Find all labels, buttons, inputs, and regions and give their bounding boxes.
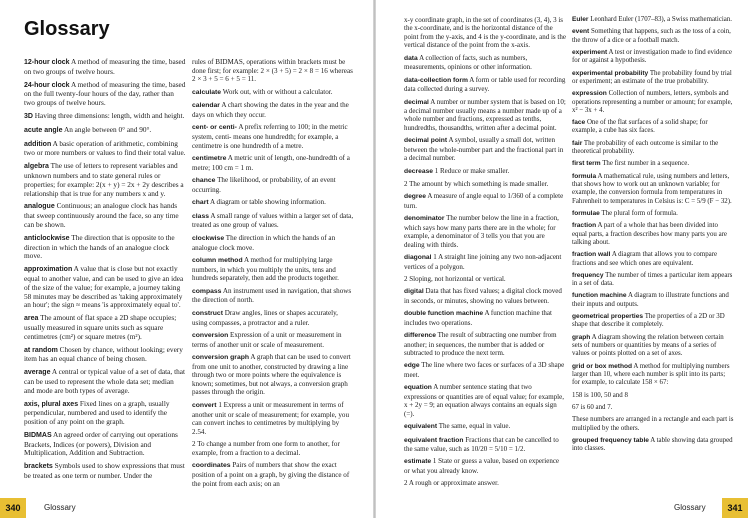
- glossary-definition: A chart showing the dates in the year and the days on which they occur.: [192, 101, 349, 119]
- glossary-definition: A table showing data grouped into classes.: [572, 436, 733, 453]
- glossary-term: fraction: [572, 222, 597, 230]
- right-footer-label: Glossary: [674, 503, 706, 512]
- glossary-entry: [192, 309, 354, 327]
- glossary-term: clockwise: [192, 235, 225, 242]
- glossary-term: Euler: [572, 16, 589, 23]
- glossary-column-3: [404, 16, 566, 492]
- glossary-term: centimetre: [192, 155, 227, 163]
- glossary-entry: [404, 436, 566, 454]
- glossary-definition: The same, equal in value.: [438, 422, 511, 431]
- glossary-definition: Leonhard Euler (1707–83), a Swiss mathematician.: [590, 16, 733, 23]
- glossary-definition: The direction that is opposite to the direction in which the hands of an analogue clock move.: [24, 232, 175, 261]
- glossary-entry: [24, 314, 186, 341]
- glossary-definition: An angle between 0° and 90°.: [63, 124, 152, 134]
- glossary-entry: [404, 253, 566, 271]
- glossary-definition: Collection of numbers, letters, symbols and operations representing a number or amount; for example, x² − 3x + 4.: [572, 90, 733, 114]
- glossary-definition: The amount of flat space a 2D shape occupies; usually measured in square units such as square centimetres (cm²) or square metres (m²).: [24, 313, 177, 341]
- glossary-entry: [192, 440, 354, 457]
- glossary-term: acute angle: [24, 126, 63, 134]
- glossary-term: average: [24, 369, 51, 377]
- glossary-definition: An agreed order of carrying out operations Brackets, Indices (or powers), Division and Multiplication, Addition and Subtraction.: [24, 429, 178, 458]
- glossary-definition: A form or table used for recording data collected during a survey.: [404, 75, 566, 94]
- page-title: Glossary: [24, 18, 110, 40]
- glossary-definition: A basic operation of arithmetic, combining two or more numbers or values to find their total value.: [24, 138, 186, 158]
- glossary-term: grid or box method: [572, 362, 633, 370]
- glossary-definition: 1 Reduce or make smaller.: [434, 166, 510, 175]
- glossary-definition: The use of letters to represent variables and unknown numbers and to state general rules or properties; for example: 2(x + y) = 2x + 2y describes a relationship that is true for any numbers x and y.: [24, 161, 184, 198]
- glossary-definition: 1 Express a unit or measurement in terms of another unit or scale of measurement; for example, you can convert inches to centimetres by multiplying by 2.54.: [192, 401, 349, 436]
- glossary-column-1: [24, 58, 186, 485]
- glossary-entry: [404, 16, 566, 50]
- glossary-term: analogue: [24, 203, 55, 211]
- glossary-term: data-collection form: [404, 76, 468, 84]
- glossary-entry: [404, 287, 566, 305]
- glossary-definition: A graph that can be used to convert from one unit to another, constructed by drawing a line through two or more points where the equivalence is known; sometimes, but not always, a conversion graph passes through the origin.: [192, 353, 351, 397]
- glossary-definition: The number of times a particular item appears in a set of data.: [572, 271, 733, 288]
- glossary-term: construct: [192, 309, 223, 317]
- glossary-entry: [572, 90, 734, 115]
- glossary-definition: Work out, with or without a calculator.: [222, 87, 333, 96]
- glossary-definition: Fixed lines on a graph, usually perpendicular, numbered and used to identify the position of any point on the graph.: [24, 398, 170, 427]
- glossary-entry: [572, 404, 734, 412]
- glossary-entry: [404, 309, 566, 327]
- glossary-definition: Pairs of numbers that show the exact position of a point on a graph, by giving the distance of the point from each axis; on an: [192, 461, 350, 488]
- glossary-definition: The likelihood, or probability, of an event occurring.: [192, 176, 336, 194]
- glossary-definition: 1 A straight line joining any two non-adjacent vertices of a polygon.: [404, 253, 562, 271]
- glossary-entry: [192, 401, 354, 436]
- glossary-definition: A method for multiplying large numbers, in which you multiply the units, tens and hundreds separately, then add the products together.: [192, 256, 339, 283]
- glossary-entry: [572, 392, 734, 400]
- glossary-entry: [572, 140, 734, 157]
- glossary-definition: An instrument used in navigation, that shows the direction of north.: [192, 286, 352, 305]
- glossary-entry: [572, 119, 734, 136]
- glossary-definition: Something that happens, such as the toss of a coin, the throw of a dice or a football match.: [572, 28, 731, 44]
- glossary-term: fair: [572, 139, 583, 147]
- glossary-definition: A number or number system that is based on 10; a decimal number usually means a number made up of a whole number and fractions, expressed as tenths, hundredths, thousandths, written after a decimal point.: [404, 97, 566, 132]
- glossary-term: calendar: [192, 102, 220, 110]
- glossary-entry: [24, 140, 186, 159]
- glossary-definition: Symbols used to show expressions that must be treated as one term or number. Under the: [24, 461, 185, 481]
- glossary-entry: [24, 58, 186, 77]
- glossary-entry: [572, 16, 734, 24]
- glossary-term: coordinates: [192, 462, 231, 470]
- glossary-definition: Chosen by chance, without looking; every item has an equal chance of being chosen.: [24, 344, 183, 364]
- glossary-term: addition: [24, 140, 52, 148]
- glossary-term: difference: [404, 332, 436, 340]
- glossary-entry: [572, 210, 734, 218]
- glossary-entry: [24, 431, 186, 458]
- glossary-entry: [572, 437, 734, 454]
- glossary-definition: A part of a whole that has been divided into equal parts, a fraction describes how many parts you are talking about.: [572, 222, 727, 246]
- glossary-entry: [572, 70, 734, 87]
- glossary-term: event: [572, 28, 590, 36]
- glossary-definition: A function machine that includes two operations.: [404, 309, 552, 327]
- glossary-definition: Continuous; an analogue clock has hands that sweep continuously around the face, so any time can be shown.: [24, 201, 179, 229]
- glossary-entry: [24, 346, 186, 365]
- glossary-entry: [404, 98, 566, 133]
- glossary-term: graph: [572, 333, 591, 341]
- glossary-term: face: [572, 119, 586, 127]
- glossary-entry: [572, 334, 734, 359]
- glossary-term: BIDMAS: [24, 431, 52, 439]
- right-page-number: 341: [722, 498, 748, 518]
- glossary-entry: [192, 176, 354, 194]
- glossary-definition: The number below the line in a fraction, which says how many parts there are in the whole; for example, a denominator of 3 tells you that you are dealing with thirds.: [404, 214, 559, 249]
- glossary-entry: [192, 58, 354, 84]
- glossary-entry: [404, 136, 566, 162]
- glossary-term: degree: [404, 193, 426, 201]
- glossary-term: estimate: [404, 458, 432, 466]
- glossary-entry: [404, 422, 566, 431]
- glossary-column-4: [572, 16, 734, 457]
- glossary-definition: A method of measuring the time, based on the full twenty-four hours of the day, rather than two groups of twelve hours.: [24, 79, 186, 108]
- glossary-definition: Draw angles, lines or shapes accurately, using compasses, a protractor and a ruler.: [192, 308, 338, 327]
- glossary-definition: 1 State or guess a value, based on experience or what you already know.: [404, 457, 560, 475]
- glossary-term: at random: [24, 346, 58, 354]
- glossary-term: cent- or centi-: [192, 124, 237, 132]
- glossary-entry: [572, 313, 734, 330]
- glossary-definition: A diagram or table showing information.: [210, 198, 326, 207]
- glossary-entry: [24, 81, 186, 108]
- glossary-entry: [192, 287, 354, 305]
- glossary-entry: [192, 234, 354, 252]
- glossary-term: equivalent fraction: [404, 436, 464, 444]
- glossary-definition: A small range of values within a larger set of data, treated as one group of values.: [192, 211, 354, 230]
- glossary-term: first term: [572, 160, 601, 168]
- glossary-entry: [192, 198, 354, 208]
- glossary-entry: [24, 368, 186, 395]
- glossary-term: axis, plural axes: [24, 400, 79, 408]
- glossary-definition: Having three dimensions: length, width and height.: [34, 110, 185, 120]
- glossary-term: conversion graph: [192, 354, 250, 362]
- glossary-definition: A value that is close but not exactly equal to another value, and can be used to give an idea of the size of the value; for example, a journey taking 58 minutes may be described as 'taking approximately an hour'; the sign ≈ means 'is approximately equal to'.: [24, 264, 184, 310]
- glossary-term: experiment: [572, 48, 608, 56]
- glossary-term: geometrical properties: [572, 313, 644, 321]
- glossary-entry: [572, 28, 734, 45]
- glossary-entry: [192, 461, 354, 488]
- glossary-entry: [192, 353, 354, 397]
- glossary-definition: A diagram showing the relation between certain sets of numbers or quantities by means of a series of values or points plotted on a set of axes.: [572, 333, 724, 358]
- glossary-entry: [572, 251, 734, 268]
- glossary-entry: [24, 265, 186, 310]
- glossary-term: class: [192, 212, 210, 220]
- glossary-definition: A test or investigation made to find evidence for or against a hypothesis.: [572, 48, 732, 65]
- glossary-term: conversion: [192, 332, 229, 340]
- glossary-term: experimental probability: [572, 69, 649, 77]
- glossary-term: approximation: [24, 266, 73, 274]
- glossary-definition: A symbol, usually a small dot, written between the whole-number part and the fractional part in a decimal number.: [404, 136, 564, 163]
- glossary-term: function machine: [572, 292, 627, 300]
- glossary-entry: [24, 234, 186, 261]
- glossary-entry: [24, 462, 186, 481]
- glossary-definition: The probability found by trial or experiment; an estimate of the true probability.: [572, 69, 732, 85]
- glossary-definition: Data that has fixed values; a digital clock moved in seconds, or minutes, showing no values between.: [404, 287, 562, 305]
- glossary-entry: [24, 400, 186, 427]
- glossary-term: compass: [192, 287, 222, 295]
- glossary-term: diagonal: [404, 254, 432, 262]
- glossary-entry: [404, 331, 566, 357]
- glossary-entry: [572, 222, 734, 247]
- glossary-definition: The first number in a sequence.: [602, 160, 690, 168]
- glossary-definition: 67 is 60 and 7.: [572, 403, 613, 411]
- glossary-column-2: [192, 58, 354, 492]
- glossary-entry: [572, 173, 734, 206]
- glossary-term: chart: [192, 199, 209, 207]
- glossary-term: decimal point: [404, 137, 448, 145]
- glossary-entry: [572, 416, 734, 433]
- glossary-entry: [24, 162, 186, 198]
- glossary-entry: [404, 383, 566, 418]
- glossary-entry: [192, 212, 354, 230]
- glossary-term: edge: [404, 362, 420, 370]
- glossary-definition: A collection of facts, such as numbers, measurements, opinions or other information.: [404, 53, 532, 72]
- glossary-term: area: [24, 315, 39, 323]
- glossary-entry: [192, 256, 354, 283]
- glossary-definition: One of the flat surfaces of a solid shape; for example, a cube has six faces.: [572, 119, 708, 135]
- glossary-entry: [572, 292, 734, 309]
- glossary-term: column method: [192, 257, 243, 265]
- glossary-term: equation: [404, 384, 432, 392]
- glossary-entry: [192, 123, 354, 150]
- glossary-term: denominator: [404, 215, 445, 223]
- glossary-entry: [404, 180, 566, 188]
- glossary-definition: The properties of a 2D or 3D shape that describe it completely.: [572, 313, 725, 329]
- glossary-definition: A prefix referring to 100; in the metric system, centi- means one hundredth; for example, a centimetre is one hundredth of a metre.: [192, 123, 348, 150]
- glossary-term: chance: [192, 177, 216, 185]
- glossary-term: digital: [404, 288, 424, 296]
- glossary-term: algebra: [24, 163, 49, 171]
- right-footer: [376, 498, 750, 518]
- glossary-definition: 2 A rough or approximate answer.: [404, 479, 499, 488]
- glossary-entry: [572, 363, 734, 388]
- glossary-term: grouped frequency table: [572, 436, 649, 444]
- glossary-definition: A method for multiplying numbers larger than 10, where each number is split into its parts; for example, to calculate 158 × 67:: [572, 362, 730, 387]
- glossary-term: 12-hour clock: [24, 59, 70, 66]
- glossary-entry: [192, 101, 354, 119]
- glossary-entry: [404, 76, 566, 94]
- glossary-definition: 2 To change a number from one form to another, for example, from a fraction to a decimal.: [192, 440, 340, 457]
- glossary-definition: The direction in which the hands of an analogue clock move.: [192, 234, 336, 252]
- glossary-term: decrease: [404, 167, 434, 175]
- glossary-term: brackets: [24, 463, 53, 471]
- glossary-term: expression: [572, 90, 607, 98]
- glossary-entry: [404, 275, 566, 283]
- glossary-entry: [192, 154, 354, 172]
- glossary-definition: The plural form of formula.: [601, 209, 678, 217]
- glossary-entry: [404, 361, 566, 379]
- glossary-definition: A measure of angle equal to 1/360 of a complete turn.: [404, 192, 564, 210]
- glossary-definition: A method of measuring the time, based on two groups of twelve hours.: [24, 57, 186, 76]
- glossary-term: formula: [572, 172, 597, 180]
- glossary-definition: A metric unit of length, one-hundredth of a metre; 100 cm = 1 m.: [192, 154, 350, 172]
- glossary-entry: [192, 331, 354, 349]
- glossary-entry: [572, 160, 734, 168]
- left-footer-label: Glossary: [44, 503, 76, 512]
- glossary-definition: These numbers are arranged in a rectangle and each part is multiplied by the others.: [572, 416, 734, 432]
- glossary-entry: [24, 112, 186, 122]
- left-footer: [0, 498, 374, 518]
- glossary-term: fraction wall: [572, 251, 611, 259]
- glossary-term: data: [404, 54, 418, 62]
- glossary-entry: [404, 214, 566, 249]
- glossary-term: calculate: [192, 88, 222, 96]
- glossary-entry: [404, 54, 566, 72]
- glossary-entry: [24, 202, 186, 229]
- glossary-term: double function machine: [404, 310, 484, 318]
- glossary-entry: [192, 88, 354, 98]
- glossary-term: convert: [192, 402, 217, 409]
- left-page: [0, 0, 374, 518]
- glossary-definition: Fractions that can be cancelled to the same value, such as 10/20 = 5/10 = 1/2.: [404, 435, 559, 453]
- glossary-term: anticlockwise: [24, 234, 70, 242]
- glossary-definition: The probability of each outcome is similar to the theoretical probability.: [572, 139, 719, 156]
- glossary-definition: A number sentence stating that two expressions or quantities are of equal value; for example, x + 2y = 9; an equation always contains an equals sign (=).: [404, 383, 564, 418]
- glossary-term: decimal: [404, 98, 429, 106]
- glossary-term: 24-hour clock: [24, 81, 70, 89]
- glossary-definition: A diagram to illustrate functions and their inputs and outputs.: [572, 292, 729, 308]
- glossary-definition: x-y coordinate graph, in the set of coordinates (3, 4), 3 is the x-coordinate, and is the horizontal distance of the point from the y-axis, and 4 is the y-coordinate, and is the vertical distance of the point from the x-axis.: [404, 16, 566, 50]
- glossary-term: frequency: [572, 271, 604, 279]
- glossary-definition: The line where two faces or surfaces of a 3D shape meet.: [404, 361, 565, 379]
- glossary-term: formulae: [572, 209, 600, 217]
- glossary-definition: 2 The amount by which something is made smaller.: [404, 180, 549, 188]
- glossary-entry: [404, 167, 566, 176]
- glossary-definition: A mathematical rule, using numbers and letters, that shows how to work out an unknown variable; for example, the conversion formula from temperatures in Fahrenheit to temperatures in Celsius is: C = 5/9 (F − 32).: [572, 172, 732, 205]
- glossary-definition: Expression of a unit or measurement in terms of another unit or scale of measurement.: [192, 331, 342, 349]
- glossary-entry: [24, 126, 186, 136]
- glossary-entry: [404, 479, 566, 487]
- glossary-definition: The result of subtracting one number from another; in sequences, the number that is added or subtracted to produce the next term.: [404, 331, 557, 357]
- glossary-definition: 2 Sloping, not horizontal or vertical.: [404, 274, 506, 283]
- right-page: [376, 0, 750, 518]
- glossary-entry: [404, 192, 566, 210]
- glossary-entry: [572, 272, 734, 289]
- glossary-definition: rules of BIDMAS, operations within brackets must be done first; for example: 2 × (3 + 5) = 2 × 8 = 16 whereas 2 × 3 + 5 = 6 + 5 = 11.: [192, 58, 353, 84]
- glossary-term: 3D: [24, 112, 33, 120]
- glossary-definition: 158 is 100, 50 and 8: [572, 391, 628, 399]
- glossary-definition: A diagram that allows you to compare fractions and see which ones are equivalent.: [572, 251, 718, 267]
- glossary-entry: [572, 49, 734, 66]
- left-page-number: 340: [0, 498, 26, 518]
- glossary-term: equivalent: [404, 423, 438, 431]
- glossary-entry: [404, 457, 566, 475]
- glossary-definition: A central or typical value of a set of data, that can be used to represent the whole data set; median and mode are both types of average.: [24, 367, 186, 395]
